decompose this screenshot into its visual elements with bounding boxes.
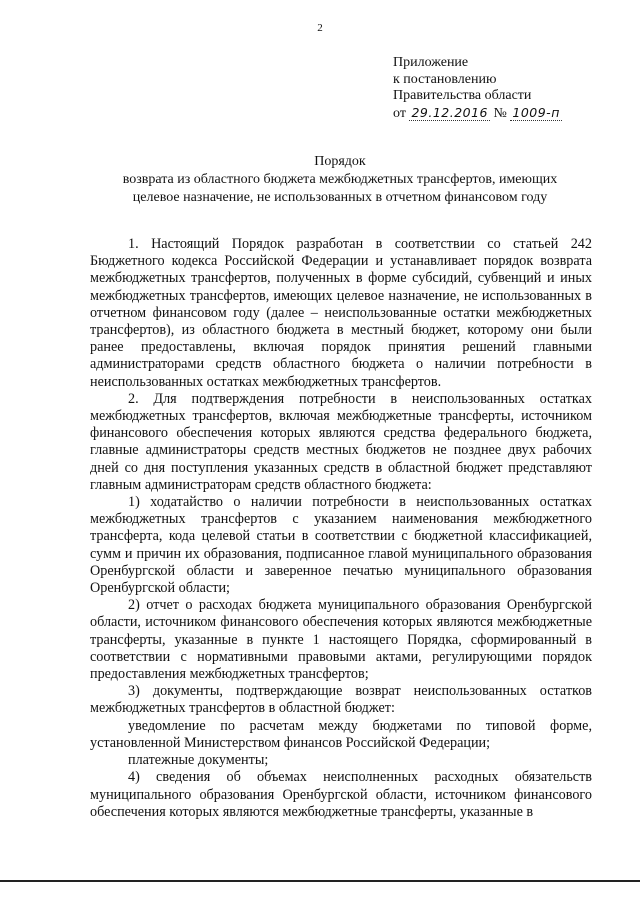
appendix-title: Приложение	[393, 55, 469, 70]
title-line-3: целевое назначение, не использованных в отчетном финансовом году	[132, 190, 548, 205]
list-item-2: 2) отчет о расходах бюджета муниципального образования Оренбургской области, источником финансового обеспечения которых являются межбюджетные трансферты, указанные в пункте 1 настоящего Порядка, сформированный в соответствии с нормативными правовыми актами, регулирующими порядок предоставления межбюджетных трансфертов;	[90, 597, 592, 683]
list-item-3: 3) документы, подтверждающие возврат неиспользованных остатков межбюджетных трансфертов в областной бюджет:	[90, 683, 592, 717]
document-body	[90, 236, 592, 821]
paragraph-1: 1. Настоящий Порядок разработан в соответствии со статьей 242 Бюджетного кодекса Российской Федерации и устанавливает порядок возврата межбюджетных трансфертов, полученных в форме субсидий, субвенций и иных межбюджетных трансфертов, имеющих целевое назначение, не использованных в отчетном финансовом году (далее – неиспользованные остатки межбюджетных трансфертов), из областного бюджета в местный бюджет, которому они были ранее предоставлены, включая порядок принятия решений главными администраторами средств областного бюджета о наличии потребности в неиспользованных остатках межбюджетных трансфертов.	[90, 236, 592, 390]
appendix-date-line	[393, 105, 562, 123]
date-prefix: от	[393, 105, 406, 121]
title-line-2: возврата из областного бюджета межбюджетных трансфертов, имеющих	[122, 172, 558, 187]
paragraph-2: 2. Для подтверждения потребности в неиспользованных остатках межбюджетных трансфертов, включая межбюджетные трансферты, источником финансового обеспечения которых являются средства федерального бюджета, главные администраторы средств местных бюджетов не позднее двух рабочих дней со дня поступления указанных средств в областной бюджет представляют главным администраторам средств областного бюджета:	[90, 390, 592, 493]
number-prefix: №	[493, 105, 507, 121]
page-number: 2	[317, 22, 323, 34]
handwritten-date: 29.12.2016	[411, 104, 489, 120]
appendix-block	[393, 55, 562, 122]
appendix-line-resolution: к постановлению	[393, 71, 497, 87]
handwritten-number: 1009-п	[512, 104, 560, 120]
document-title	[60, 153, 620, 207]
sub-item-payment-documents: платежные документы;	[128, 752, 269, 769]
sub-item-notification: уведомление по расчетам между бюджетами по типовой форме, установленной Министерством финансов Российской Федерации;	[90, 717, 592, 751]
title-heading: Порядок	[314, 154, 366, 169]
bottom-divider	[0, 880, 640, 882]
list-item-4: 4) сведения об объемах неисполненных расходных обязательств муниципального образования Оренбургской области, источником финансового обеспечения которых являются межбюджетные трансферты, указанные в	[90, 769, 592, 820]
appendix-line-government: Правительства области	[393, 88, 532, 103]
list-item-1: 1) ходатайство о наличии потребности в неиспользованных остатках межбюджетных трансфертов с указанием наименования межбюджетного трансферта, кода целевой статьи в соответствии с бюджетной классификацией, сумм и причин их образования, подписанное главой муниципального образования Оренбургской области и заверенное печатью муниципального образования Оренбургской области;	[90, 494, 592, 597]
